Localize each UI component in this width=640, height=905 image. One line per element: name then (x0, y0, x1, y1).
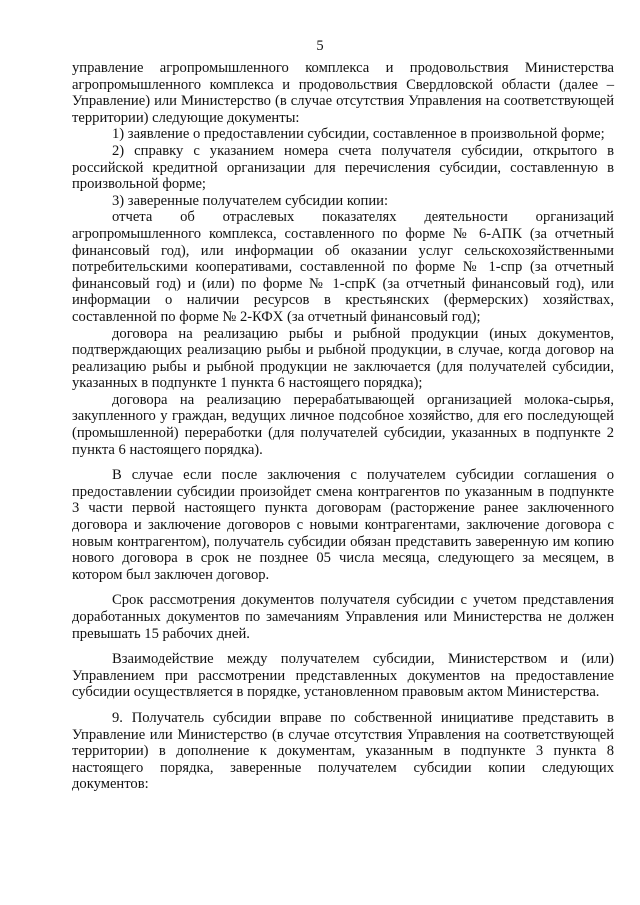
paragraph-point-9: 9. Получатель субсидии вправе по собственной инициативе представить в Управление или Министерство (в случае отсутствия Управления на соответствующей территории) в дополнение к документам, указанным в подпункте 3 пункта 8 настоящего порядка, заверенные получателем субсидии копии следующих документов: (72, 709, 614, 793)
paragraph-milk-contract: договора на реализацию перерабатывающей организацией молока-сырья, закупленного у граждан, ведущих личное подсобное хозяйство, для его последующей (промышленной) переработки (для получателей субсидии, указанных в подпункте 2 пункта 6 настоящего порядка). (72, 391, 614, 458)
paragraph-item-2: 2) справку с указанием номера счета получателя субсидии, открытого в российской кредитной организации для перечисления субсидии, составленную в произвольной форме; (72, 142, 614, 193)
document-body (72, 60, 614, 793)
paragraph-contractor-change: В случае если после заключения с получателем субсидии соглашения о предоставлении субсидии произойдет смена контрагентов по указанным в подпункте 3 части первой настоящего пункта договорам (расторжение ранее заключенного договора и заключение договоров с новыми контрагентами, заключение договора с новым контрагентом), получатель субсидии обязан представить заверенную им копию нового договора в срок не позднее 05 числа месяца, следующего за месяцем, в котором был заключен договор. (72, 467, 614, 583)
paragraph-report-copy: отчета об отраслевых показателях деятельности организаций агропромышленного комплекса, составленного по форме № 6-АПК (за отчетный финансовый год), или информации об оказании услуг сельскохозяйственными потребительскими кооперативами, составленной по форме № 1-спр (за отчетный финансовый год) и (или) по форме № 1-спрК (за отчетный финансовый год), или информации о наличии ресурсов в крестьянских (фермерских) хозяйствах, составленной по форме № 2-КФХ (за отчетный финансовый год); (72, 209, 614, 325)
paragraph-item-3: 3) заверенные получателем субсидии копии: (112, 192, 389, 209)
paragraph-interaction: Взаимодействие между получателем субсидии, Министерством и (или) Управлением при рассмотрении представленных документов на предоставление субсидии осуществляется в порядке, установленном правовым актом Министерства. (72, 651, 614, 701)
paragraph-item-1: 1) заявление о предоставлении субсидии, составленное в произвольной форме; (112, 126, 605, 143)
paragraph-intro: управление агропромышленного комплекса и продовольствия Министерства агропромышленного комплекса и продовольствия Свердловской области (далее – Управление) или Министерство (в случае отсутствия Управления на соответствующей территории) следующие документы: (72, 60, 614, 126)
paragraph-fish-contract: договора на реализацию рыбы и рыбной продукции (иных документов, подтверждающих реализацию рыбы и рыбной продукции, в случае, когда договор на реализацию рыбы и рыбной продукции не заключается (для получателей субсидии, указанных в подпункте 1 пункта 6 настоящего порядка); (72, 325, 614, 392)
paragraph-review-term: Срок рассмотрения документов получателя субсидии с учетом представления доработанных документов по замечаниям Управления или Министерства не должен превышать 15 рабочих дней. (72, 592, 614, 642)
page-number: 5 (316, 38, 324, 54)
